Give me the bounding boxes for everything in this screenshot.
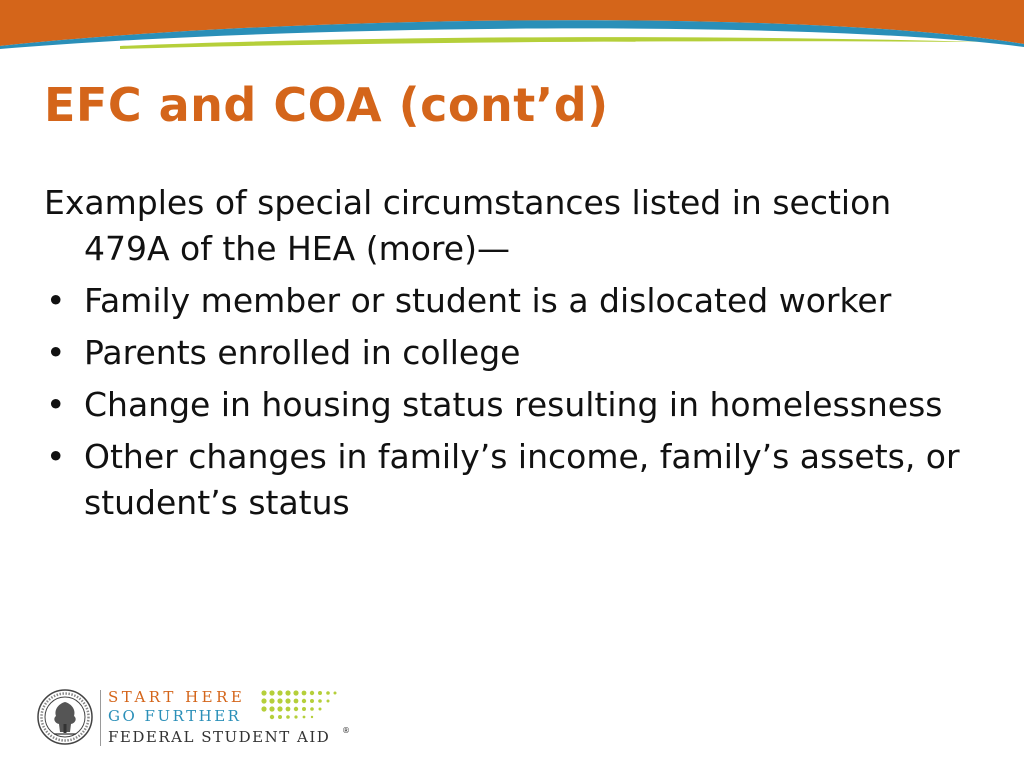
bullet-marker: •	[46, 385, 66, 424]
bullet-item	[44, 330, 984, 376]
bullet-marker: •	[46, 437, 66, 476]
logo-federal-student-aid: FEDERAL STUDENT AID	[108, 728, 331, 746]
bullet-text: Parents enrolled in college	[84, 333, 521, 372]
slide-title: EFC and COA (cont’d)	[44, 78, 609, 132]
dot-grid-icon	[258, 688, 338, 724]
bullet-text: Change in housing status resulting in homelessness	[84, 385, 943, 424]
department-of-education-seal-icon	[36, 688, 94, 746]
bullet-item	[44, 278, 984, 324]
bullet-text: Other changes in family’s income, family’s assets, or student’s status	[84, 437, 960, 522]
bullet-item	[44, 434, 984, 526]
registered-mark: ®	[342, 726, 350, 735]
bullet-text: Family member or student is a dislocated worker	[84, 281, 892, 320]
header-swoosh	[0, 0, 1024, 56]
logo-start-here: START HERE	[108, 688, 246, 706]
bullet-marker: •	[46, 333, 66, 372]
logo-divider	[100, 690, 101, 746]
federal-student-aid-logo	[30, 684, 350, 754]
bullet-item	[44, 382, 984, 428]
bullet-list	[44, 278, 984, 526]
bullet-marker: •	[46, 281, 66, 320]
logo-go-further: GO FURTHER	[108, 707, 242, 725]
slide-body	[44, 180, 984, 532]
intro-text: Examples of special circumstances listed in section 479A of the HEA (more)—	[44, 183, 892, 268]
